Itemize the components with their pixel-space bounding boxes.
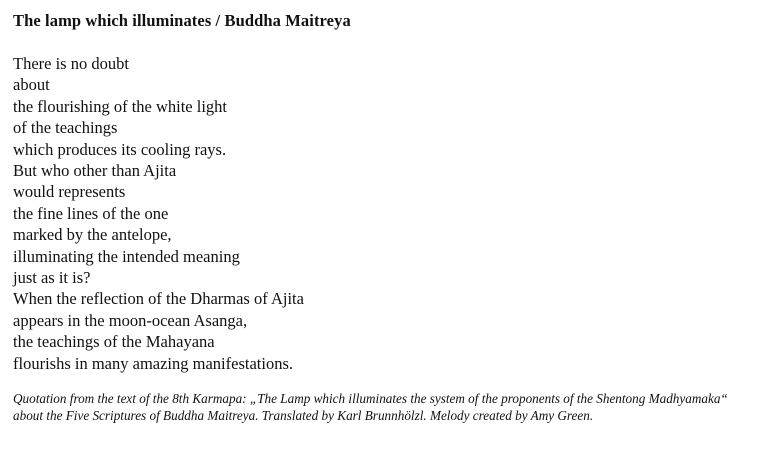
poem: [13, 53, 748, 374]
poem-line: just as it is?: [13, 268, 91, 288]
poem-line: marked by the antelope,: [13, 225, 172, 245]
page-title: The lamp which illuminates / Buddha Maitreya: [13, 11, 351, 30]
poem-line: illuminating the intended meaning: [13, 246, 240, 266]
poem-line: of the teachings: [13, 118, 118, 138]
poem-line: the flourishing of the white light: [13, 96, 228, 116]
poem-line: the teachings of the Mahayana: [13, 332, 215, 352]
poem-line: flourishs in many amazing manifestations.: [13, 353, 293, 373]
poem-line: There is no doubt: [13, 54, 129, 73]
poem-line: the fine lines of the one: [13, 203, 169, 223]
quotation-note: Quotation from the text of the 8th Karmapa: „The Lamp which illuminates the system of the proponents of the Shentong Madhyamaka“ about the Five Scriptures of Buddha Maitreya. Translated by Karl Brunnhölzl. Melody created by Amy Green.: [13, 391, 728, 423]
poem-line: When the reflection of the Dharmas of Ajita: [13, 289, 304, 309]
poem-line: which produces its cooling rays.: [13, 139, 227, 159]
document-page: [13, 0, 748, 424]
poem-line: would represents: [13, 182, 126, 202]
poem-line: appears in the moon-ocean Asanga,: [13, 310, 248, 330]
poem-line: about: [13, 75, 50, 95]
poem-line: But who other than Ajita: [13, 161, 177, 181]
